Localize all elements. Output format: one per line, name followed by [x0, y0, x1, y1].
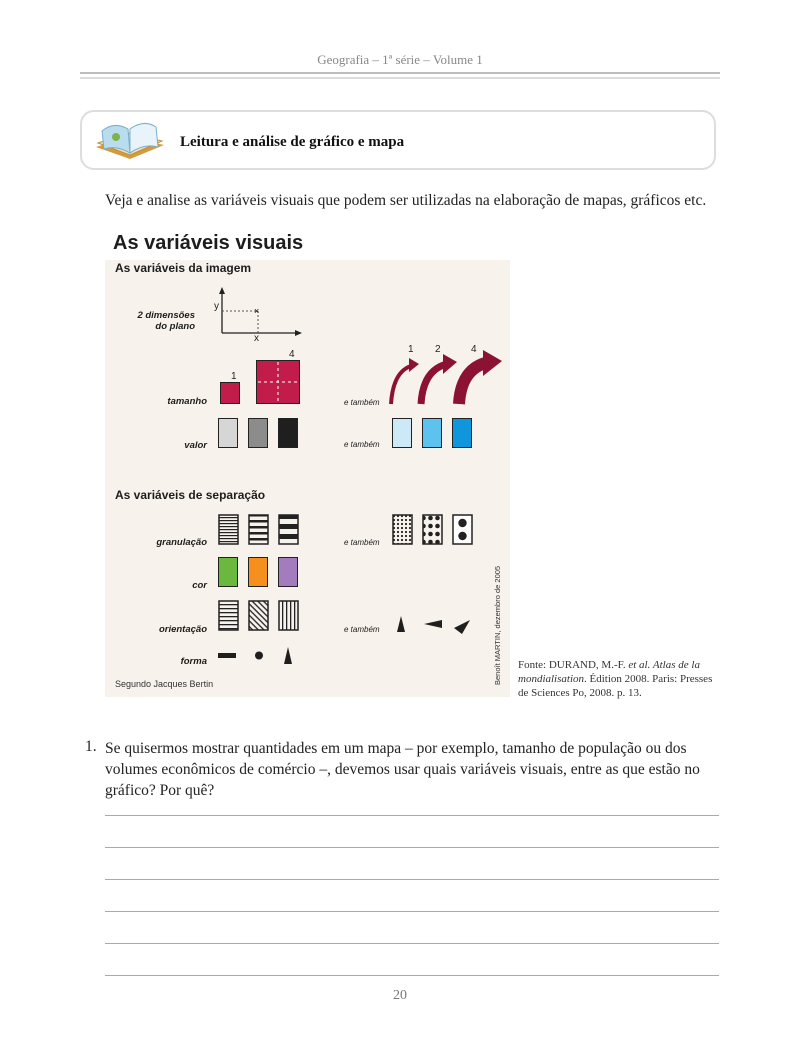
figure-attribution: Segundo Jacques Bertin: [115, 679, 214, 689]
color-square-purple: [278, 557, 298, 587]
value-square-mid-blue: [422, 418, 442, 448]
orientation-stripes: [218, 600, 310, 632]
shape-label: forma: [180, 656, 207, 667]
dim-label-1: 2 dimensões: [137, 310, 195, 321]
value-square-light: [218, 418, 238, 448]
answer-line-3[interactable]: [105, 879, 719, 880]
question-text: Se quisermos mostrar quantidades em um mapa – por exemplo, tamanho de população ou dos volumes econômicos de comércio –, devemos usar quais variáveis visuais, entre as que estão no gráfico? Por quê?: [105, 740, 700, 799]
book-icon: [90, 113, 170, 169]
axis-x-label: x: [254, 333, 259, 344]
figure-title: As variáveis visuais: [113, 232, 304, 254]
running-header: Geografia – 1ª série – Volume 1: [317, 52, 483, 67]
grain-label: granulação: [156, 537, 207, 548]
arrow-num-4: 4: [471, 344, 477, 355]
also-label-2: e também: [344, 440, 380, 449]
color-square-orange: [248, 557, 268, 587]
value-square-mid: [248, 418, 268, 448]
color-label: cor: [192, 580, 207, 591]
header-rule: [80, 72, 720, 74]
answer-line-5[interactable]: [105, 943, 719, 944]
figure-group-separation: As variáveis de separação: [115, 488, 266, 502]
header-rule-2: [80, 77, 720, 79]
also-label-4: e também: [344, 625, 380, 634]
size-num-4: 4: [289, 349, 295, 360]
page-number: 20: [393, 988, 407, 1003]
answer-line-4[interactable]: [105, 911, 719, 912]
also-label-1: e também: [344, 398, 380, 407]
grain-stripes: [218, 514, 310, 546]
value-square-dark: [278, 418, 298, 448]
grain-dots: [392, 514, 482, 546]
intro-text: Veja e analise as variáveis visuais que podem ser utilizadas na elaboração de mapas, gráficos etc.: [105, 192, 707, 209]
question-number: 1.: [85, 738, 97, 755]
figure-credit: Benoît MARTIN, dezembro de 2005: [493, 565, 502, 685]
orientation-triangles: [392, 612, 482, 636]
arrow-num-1: 1: [408, 344, 414, 355]
arrow-sizes: [385, 350, 505, 408]
size-square-small: [220, 382, 240, 404]
dim-label-2: do plano: [155, 321, 195, 332]
figure-source: [518, 658, 718, 700]
source-part-1: Fonte: DURAND, M.-F.: [518, 659, 629, 671]
answer-line-1[interactable]: [105, 815, 719, 816]
size-label: tamanho: [167, 396, 207, 407]
section-title: Leitura e análise de gráfico e mapa: [180, 134, 405, 150]
figure-group-image: As variáveis da imagem: [115, 261, 252, 275]
axis-y-label: y: [214, 301, 219, 312]
source-italic: et al. Atlas de la mondialisation: [518, 659, 700, 685]
answer-line-2[interactable]: [105, 847, 719, 848]
axes-diagram: [210, 285, 310, 345]
orientation-label: orientação: [158, 624, 207, 635]
value-label: valor: [184, 440, 207, 451]
value-square-light-blue: [392, 418, 412, 448]
svg-text:×: ×: [254, 306, 260, 316]
answer-line-6[interactable]: [105, 975, 719, 976]
color-square-green: [218, 557, 238, 587]
size-num-1: 1: [231, 371, 237, 382]
also-label-3: e também: [344, 538, 380, 547]
shape-marks: [218, 644, 298, 668]
arrow-num-2: 2: [435, 344, 441, 355]
value-square-blue: [452, 418, 472, 448]
size-square-large: [256, 360, 300, 404]
source-part-2: . Édition 2008. Paris: Presses de Sciences Po, 2008. p. 13.: [518, 673, 713, 699]
